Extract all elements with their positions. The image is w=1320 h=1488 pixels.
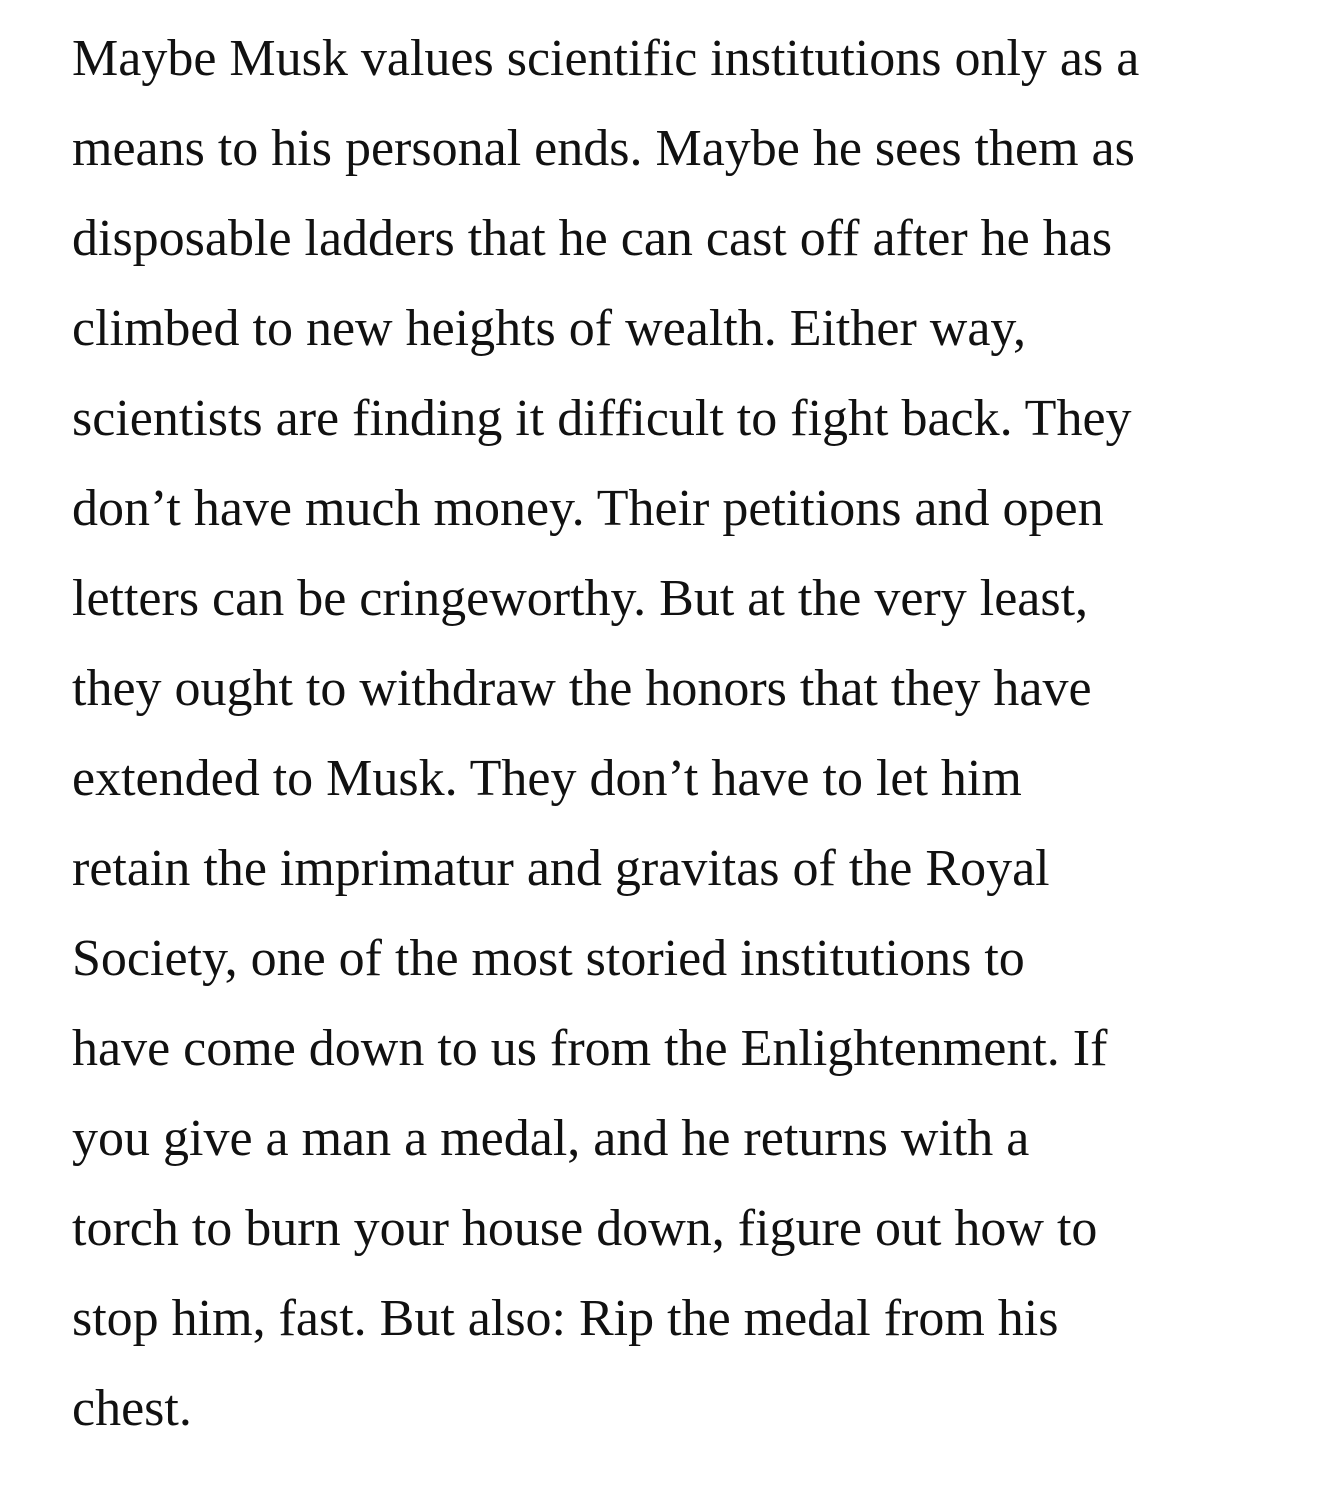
paragraph-line: stop him, fast. But also: Rip the medal from his: [72, 1290, 1059, 1347]
paragraph-line: means to his personal ends. Maybe he sees them as: [72, 120, 1135, 177]
paragraph-line: Maybe Musk values scientific institutions only as a: [72, 30, 1140, 87]
paragraph-line: you give a man a medal, and he returns with a: [72, 1110, 1030, 1167]
paragraph-line: extended to Musk. They don’t have to let him: [72, 750, 1022, 807]
paragraph-line: they ought to withdraw the honors that they have: [72, 660, 1092, 717]
paragraph-line: chest.: [72, 1380, 192, 1437]
paragraph-line: don’t have much money. Their petitions and open: [72, 480, 1104, 537]
article-body: [72, 14, 1272, 1454]
paragraph-line: scientists are finding it difficult to fight back. They: [72, 390, 1132, 447]
paragraph-line: letters can be cringeworthy. But at the very least,: [72, 570, 1089, 627]
paragraph-line: disposable ladders that he can cast off after he has: [72, 210, 1113, 267]
paragraph-line: Society, one of the most storied institutions to: [72, 930, 1025, 987]
paragraph-line: climbed to new heights of wealth. Either way,: [72, 300, 1027, 357]
paragraph-line: retain the imprimatur and gravitas of the Royal: [72, 840, 1050, 897]
article-paragraph: [72, 14, 1272, 1454]
paragraph-line: have come down to us from the Enlightenment. If: [72, 1020, 1108, 1077]
paragraph-line: torch to burn your house down, figure out how to: [72, 1200, 1098, 1257]
